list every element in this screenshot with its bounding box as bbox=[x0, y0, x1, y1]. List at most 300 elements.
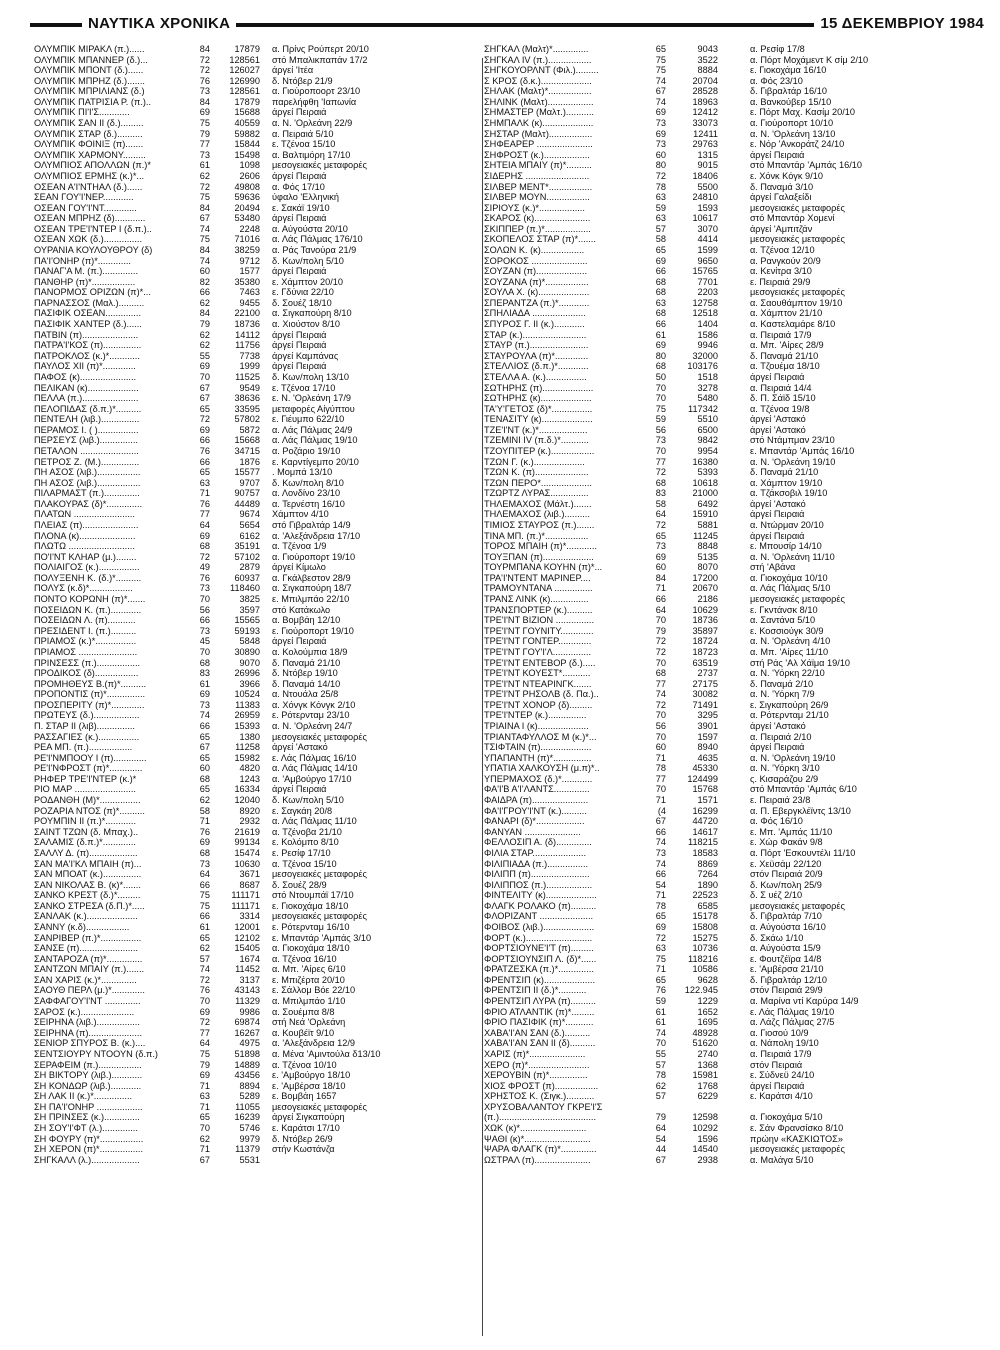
ship-grt: 5393 bbox=[697, 467, 718, 478]
column-gap bbox=[718, 467, 750, 478]
ship-name: ΤΑ'Υ'ΓΕΤΟΣ (δ)*................ bbox=[484, 403, 593, 414]
ship-grt: 2879 bbox=[239, 562, 260, 573]
ship-position: δ. Παναμά 21/10 bbox=[750, 467, 819, 478]
ship-grt: 4975 bbox=[239, 1038, 260, 1049]
ship-row bbox=[34, 784, 482, 795]
column-gap bbox=[718, 340, 750, 351]
ship-name: ΠΑΥΛΟΣ ΧΙΙ (π)*............. bbox=[34, 361, 136, 372]
ship-grt: 3070 bbox=[697, 223, 718, 234]
ship-position: α. Μαρίνα ντί Καρύρα 14/9 bbox=[750, 996, 859, 1007]
column-gap bbox=[718, 890, 750, 901]
ship-grt: 1999 bbox=[239, 361, 260, 372]
ship-position: α. Ντουάλα 25/8 bbox=[272, 689, 339, 700]
ship-row bbox=[34, 689, 482, 700]
ship-row bbox=[34, 964, 482, 975]
ship-name: ΣΗΜΠΑΛΚ (κ).................... bbox=[484, 118, 594, 129]
ship-year: 63 bbox=[655, 297, 666, 308]
ship-name: ΣΕΝΙΟΡ ΣΠΥΡΟΣ Β. (κ.).... bbox=[34, 1038, 146, 1049]
ship-name: ΣΑΝ ΜΑ'Ι'ΚΛ ΜΠΑΙΗ (π)... bbox=[34, 858, 142, 869]
ship-year: 77 bbox=[655, 773, 666, 784]
ship-year: 75 bbox=[199, 1048, 210, 1059]
column-gap bbox=[718, 615, 750, 626]
column-gap bbox=[718, 880, 750, 891]
ship-row bbox=[484, 467, 984, 478]
ship-row bbox=[484, 975, 984, 986]
ship-grt: 10629 bbox=[692, 604, 718, 615]
ship-grt: 71491 bbox=[692, 699, 718, 710]
ship-grt: 63519 bbox=[692, 657, 718, 668]
ship-position: δ. Ντόβερ 26/9 bbox=[272, 1133, 333, 1144]
ship-year: 75 bbox=[655, 65, 666, 76]
ship-name: ΟΛΥΜΠΙΚ ΜΠΑΝΝΕΡ (δ.)... bbox=[34, 54, 148, 65]
ship-position: άργεί 'Αστακό bbox=[750, 424, 806, 435]
ship-row bbox=[34, 562, 482, 573]
ship-year: 60 bbox=[655, 149, 666, 160]
column-gap bbox=[718, 1134, 750, 1145]
ship-name: ΣΑΝΝΥ (κ.δ)................. bbox=[34, 921, 130, 932]
ship-row bbox=[484, 732, 984, 743]
ship-row bbox=[484, 689, 984, 700]
column-gap bbox=[718, 457, 750, 468]
ship-list-right-column bbox=[484, 44, 984, 1165]
ship-name: ΦΕΛΛΟΣΙΠ Α. (δ).............. bbox=[484, 837, 592, 848]
ship-grt: 44720 bbox=[692, 816, 718, 827]
ship-name: ΠΕΡΑΜΟΣ Ι. ( )................ bbox=[34, 424, 139, 435]
ship-row bbox=[484, 361, 984, 372]
ship-grt: 1098 bbox=[239, 160, 260, 171]
column-gap bbox=[260, 679, 272, 690]
column-gap bbox=[260, 361, 272, 372]
ship-name: ΠΡΙΑΜΟΣ ....................... bbox=[34, 646, 138, 657]
ship-name: ΦΡΙΟ ΑΤΛΑΝΤΙΚ (π)*......... bbox=[484, 1006, 595, 1017]
ship-grt: 15498 bbox=[234, 149, 260, 160]
ship-name: ΤΕΝΑΣΙΤΥ (κ).................... bbox=[484, 414, 593, 425]
ship-position: ε. Καράτσι 17/10 bbox=[272, 1122, 340, 1133]
ship-grt: 118215 bbox=[688, 837, 718, 848]
ship-year: 71 bbox=[655, 795, 666, 806]
ship-grt: 11258 bbox=[235, 742, 260, 753]
ship-name: ΣΩΤΗΡΗΣ (π).................... bbox=[484, 382, 594, 393]
ship-year: 77 bbox=[199, 139, 210, 150]
ship-position bbox=[272, 1155, 482, 1166]
ship-year: 74 bbox=[199, 710, 210, 721]
ship-year: 59 bbox=[655, 996, 666, 1007]
ship-row bbox=[34, 848, 482, 859]
ship-name: ΤΡΕ'Ι'ΝΤΕΡ (κ.)............... bbox=[484, 710, 587, 721]
column-gap bbox=[260, 816, 272, 827]
ship-row bbox=[484, 848, 984, 859]
ship-position: άργεί Πειραιά bbox=[750, 149, 805, 160]
ship-grt: 8940 bbox=[697, 742, 718, 753]
ship-name: ΦΡΑΤΖΕΣΚΑ (π.)*.............. bbox=[484, 964, 594, 975]
ship-grt: 1890 bbox=[697, 879, 718, 890]
ship-row bbox=[34, 890, 482, 901]
ship-row bbox=[484, 1144, 984, 1155]
ship-grt: 69874 bbox=[234, 1017, 260, 1028]
ship-year: 68 bbox=[199, 541, 210, 552]
ship-grt: 10618 bbox=[692, 477, 718, 488]
ship-row bbox=[34, 446, 482, 457]
ship-grt: 12598 bbox=[692, 1112, 718, 1123]
column-gap bbox=[718, 964, 750, 975]
column-gap bbox=[718, 742, 750, 753]
ship-year: 72 bbox=[199, 551, 210, 562]
ship-year: 57 bbox=[655, 1059, 666, 1070]
ship-year: 80 bbox=[655, 160, 666, 171]
ship-grt: 17200 bbox=[692, 572, 718, 583]
ship-position: άργεί Πειραιά bbox=[272, 361, 327, 372]
ship-row bbox=[484, 573, 984, 584]
ship-year: 69 bbox=[199, 107, 210, 118]
ship-grt: 15668 bbox=[234, 435, 260, 446]
ship-row bbox=[34, 150, 482, 161]
column-gap bbox=[718, 224, 750, 235]
ship-name: ΠΑΝΘΗΡ (π)*................. bbox=[34, 276, 136, 287]
ship-year: 68 bbox=[655, 276, 666, 287]
ship-grt: 32000 bbox=[692, 350, 718, 361]
ship-row bbox=[34, 922, 482, 933]
ship-name: ΠΑΤΡΟΚΛΟΣ (κ.)*............ bbox=[34, 350, 140, 361]
column-gap bbox=[718, 213, 750, 224]
ship-grt: 9954 bbox=[697, 445, 718, 456]
column-gap bbox=[260, 256, 272, 267]
ship-year: 50 bbox=[655, 371, 666, 382]
ship-year: 75 bbox=[655, 953, 666, 964]
ship-row bbox=[484, 1081, 984, 1092]
column-gap bbox=[718, 668, 750, 679]
ship-year: 56 bbox=[199, 604, 210, 615]
ship-position: μεσογειακές μεταφορές bbox=[272, 160, 367, 171]
ship-year: 72 bbox=[655, 699, 666, 710]
ship-grt: 11756 bbox=[235, 340, 260, 351]
ship-year: 65 bbox=[655, 530, 666, 541]
ship-row bbox=[34, 330, 482, 341]
ship-name: ΣΑΝΤΖΩΝ ΜΠΑΙΥ (π.)....... bbox=[34, 964, 145, 975]
ship-grt: 118216 bbox=[688, 953, 718, 964]
ship-position: δ. Κων/πολη 8/10 bbox=[272, 477, 344, 488]
ship-position: α. Ν. 'Υόρκη 7/9 bbox=[750, 689, 815, 700]
ship-row bbox=[34, 245, 482, 256]
ship-year: 69 bbox=[655, 921, 666, 932]
ship-grt: 128561 bbox=[229, 54, 260, 65]
ship-position: μεσογειακές μεταφορές bbox=[272, 731, 367, 742]
ship-year: 76 bbox=[199, 572, 210, 583]
ship-position: ε. Φουτζέϊρα 14/8 bbox=[750, 953, 822, 964]
ship-row bbox=[484, 139, 984, 150]
column-gap bbox=[260, 340, 272, 351]
ship-grt: 18583 bbox=[692, 847, 718, 858]
ship-year: 69 bbox=[199, 424, 210, 435]
ship-row bbox=[484, 668, 984, 679]
ship-position: άργεί Κίμωλο bbox=[272, 562, 326, 573]
column-gap bbox=[260, 129, 272, 140]
ship-year: 79 bbox=[655, 1112, 666, 1123]
ship-position: α. Κουβέϊτ 9/10 bbox=[272, 1027, 335, 1038]
ship-name: ΠΛΟΝΑ (κ)...................... bbox=[34, 530, 136, 541]
ship-position: ε. Σακάϊ 19/10 bbox=[272, 202, 330, 213]
column-gap bbox=[260, 203, 272, 214]
ship-row bbox=[34, 182, 482, 193]
ship-position: δ. Γιβραλτάρ 16/10 bbox=[750, 86, 827, 97]
ship-year: 64 bbox=[199, 1038, 210, 1049]
column-gap bbox=[260, 213, 272, 224]
ship-row bbox=[34, 361, 482, 372]
ship-name: ΣΗ ΛΑΚ ΙΙ (κ.)*............... bbox=[34, 1091, 133, 1102]
column-gap bbox=[718, 308, 750, 319]
ship-row bbox=[484, 859, 984, 870]
ship-row bbox=[34, 277, 482, 288]
ship-year: 78 bbox=[655, 181, 666, 192]
ship-row bbox=[484, 76, 984, 87]
ship-grt: 5848 bbox=[239, 636, 260, 647]
ship-year: 74 bbox=[655, 75, 666, 86]
ship-position: άργεί 'Αστακό bbox=[272, 742, 328, 753]
ship-grt: 15393 bbox=[234, 721, 260, 731]
ship-row bbox=[484, 647, 984, 658]
ship-grt: 122.945 bbox=[684, 985, 718, 996]
ship-year: 63 bbox=[655, 213, 666, 224]
column-gap bbox=[260, 118, 272, 129]
ship-position: μεσογειακές μεταφορές bbox=[272, 1101, 367, 1112]
column-gap bbox=[718, 583, 750, 594]
ship-row bbox=[34, 573, 482, 584]
ship-year: 61 bbox=[199, 921, 210, 932]
ship-year: 64 bbox=[655, 604, 666, 615]
column-gap bbox=[718, 55, 750, 66]
ship-year: 69 bbox=[655, 255, 666, 266]
ship-position: ε. Μπαντάρ 'Αμπάς 3/10 bbox=[272, 932, 372, 943]
ship-row bbox=[484, 562, 984, 573]
ship-position: α. Τζένοα 15/10 bbox=[272, 858, 337, 869]
ship-row bbox=[34, 86, 482, 97]
ship-row bbox=[484, 213, 984, 224]
column-gap bbox=[718, 234, 750, 245]
ship-name: ΟΛΥΜΠΙΚ ΜΙΡΑΚΛ (π.)...... bbox=[34, 44, 145, 54]
ship-row bbox=[34, 1060, 482, 1071]
ship-name: ΣΗΛΑΚ (Μαλτ)*................. bbox=[484, 86, 592, 97]
publication-title: ΝΑΥΤΙΚΑ ΧΡΟΝΙΚΑ bbox=[82, 14, 236, 34]
ship-year: 84 bbox=[199, 308, 210, 319]
ship-row bbox=[34, 700, 482, 711]
ship-position: δ. Σουέζ 18/10 bbox=[272, 297, 332, 308]
ship-name: ΩΣΤΡΑΛ (π)...................... bbox=[484, 1154, 591, 1165]
ship-grt: 5289 bbox=[239, 1091, 260, 1102]
ship-row bbox=[34, 308, 482, 319]
ship-row bbox=[34, 774, 482, 785]
ship-name: ΤΣΙΦΤΑΙΝ (π).................... bbox=[484, 742, 592, 753]
ship-grt: 3295 bbox=[697, 710, 718, 721]
ship-position: ε. Λάς Πάλμας 19/10 bbox=[750, 1006, 835, 1017]
ship-year: 66 bbox=[199, 615, 210, 626]
column-gap bbox=[260, 594, 272, 605]
ship-position: α. Γιοκοχάμα 18/10 bbox=[272, 943, 350, 954]
ship-name: ΧΩΚ (κ)*.......................... bbox=[484, 1122, 587, 1133]
column-gap bbox=[718, 1038, 750, 1049]
column-gap bbox=[260, 869, 272, 880]
column-gap bbox=[718, 721, 750, 732]
column-gap bbox=[718, 700, 750, 711]
ship-row bbox=[34, 224, 482, 235]
ship-year: 74 bbox=[655, 96, 666, 107]
ship-name: ΦΑΝΥΑΝ ...................... bbox=[484, 826, 581, 837]
column-gap bbox=[260, 583, 272, 594]
ship-position: άργεί Πειραιά bbox=[272, 107, 327, 118]
ship-row bbox=[484, 933, 984, 944]
ship-row bbox=[34, 1049, 482, 1060]
ship-position: ε. Μπ. 'Αμπάς 11/10 bbox=[750, 826, 833, 837]
ship-row bbox=[484, 319, 984, 330]
ship-row bbox=[34, 975, 482, 986]
ship-grt: 1599 bbox=[697, 244, 718, 255]
column-gap bbox=[260, 541, 272, 552]
ship-row bbox=[484, 330, 984, 341]
ship-list-left-column bbox=[34, 44, 482, 1165]
column-gap bbox=[260, 372, 272, 383]
ship-year: 83 bbox=[199, 668, 210, 679]
ship-position: ε. Νόρ 'Ανκοράτζ 24/10 bbox=[750, 139, 845, 150]
column-gap bbox=[718, 531, 750, 542]
ship-row bbox=[484, 742, 984, 753]
ship-position: . Μομπά 13/10 bbox=[272, 467, 333, 478]
ship-year: 67 bbox=[199, 742, 210, 753]
ship-row bbox=[34, 626, 482, 637]
ship-position: α. Καστελαμάρε 8/10 bbox=[750, 319, 836, 330]
ship-row bbox=[34, 213, 482, 224]
column-gap bbox=[718, 763, 750, 774]
column-gap bbox=[718, 541, 750, 552]
ship-name: ΤΡΕ'Ι'ΝΤ ΕΝΤΕΒΟΡ (δ.)..... bbox=[484, 657, 596, 668]
ship-grt: 3137 bbox=[239, 974, 260, 985]
ship-year: 78 bbox=[655, 900, 666, 911]
ship-position: δ. Παναμά 21/10 bbox=[750, 350, 819, 361]
column-gap bbox=[260, 1123, 272, 1134]
column-gap bbox=[718, 1112, 750, 1123]
column-gap bbox=[718, 298, 750, 309]
ship-grt: 38636 bbox=[234, 393, 260, 404]
column-gap bbox=[260, 615, 272, 626]
ship-row bbox=[34, 880, 482, 891]
ship-year: 74 bbox=[199, 255, 210, 266]
ship-position: άργεί Πειραιά bbox=[272, 636, 327, 647]
ship-grt: 6500 bbox=[697, 424, 718, 435]
ship-grt: 12758 bbox=[692, 297, 718, 308]
ship-position: α. Φός 17/10 bbox=[272, 181, 325, 192]
ship-grt: 7701 bbox=[697, 276, 718, 287]
ship-year: 61 bbox=[655, 329, 666, 340]
ship-row bbox=[34, 129, 482, 140]
ship-grt: 1596 bbox=[697, 1133, 718, 1144]
ship-name: ΦΡΕΝΤΣΙΠ (κ).................... bbox=[484, 974, 596, 985]
ship-grt: 15981 bbox=[692, 1070, 718, 1081]
ship-row bbox=[34, 742, 482, 753]
ship-year: 79 bbox=[655, 625, 666, 636]
ship-row bbox=[34, 234, 482, 245]
ship-grt: 1368 bbox=[697, 1059, 718, 1070]
ship-row bbox=[484, 1134, 984, 1145]
ship-row bbox=[34, 837, 482, 848]
ship-position: στή Ράς 'Αλ Χάϊμα 19/10 bbox=[750, 657, 851, 668]
column-gap bbox=[260, 457, 272, 468]
ship-year: 75 bbox=[655, 54, 666, 65]
ship-grt: 10630 bbox=[234, 858, 260, 869]
ship-name: ΣΗ ΦΟΥΡΥ (π)*................. bbox=[34, 1133, 144, 1144]
ship-year: 64 bbox=[655, 509, 666, 520]
ship-grt: 15982 bbox=[234, 752, 260, 763]
column-gap bbox=[718, 647, 750, 658]
ship-row bbox=[484, 1060, 984, 1071]
ship-year: 77 bbox=[199, 509, 210, 520]
ship-position: α. Ν. 'Ορλεάνη 13/10 bbox=[750, 128, 836, 139]
ship-year: 65 bbox=[199, 932, 210, 943]
ship-row bbox=[484, 160, 984, 171]
column-gap bbox=[718, 626, 750, 637]
ship-grt: 9842 bbox=[697, 435, 718, 446]
ship-name: ΟΛΥΜΠΙΚ ΠΙ'Ι'Σ............ bbox=[34, 107, 130, 118]
ship-position: ε. Σάλλομ Βόε 22/10 bbox=[272, 985, 356, 996]
ship-position: α. Ν. 'Ορλεάνη 19/10 bbox=[750, 752, 836, 763]
ship-year: 69 bbox=[655, 340, 666, 351]
ship-year: 68 bbox=[655, 668, 666, 679]
ship-grt: 12001 bbox=[234, 921, 260, 932]
column-gap bbox=[260, 837, 272, 848]
ship-position: άργεί Πειραιά bbox=[272, 340, 327, 351]
column-gap bbox=[260, 806, 272, 817]
column-gap bbox=[260, 97, 272, 108]
column-gap bbox=[260, 763, 272, 774]
ship-position: στό Μπαντάρ 'Αμπάς 6/10 bbox=[750, 784, 857, 795]
column-gap bbox=[260, 689, 272, 700]
ship-position: άργεί Γαλαξείδι bbox=[750, 192, 812, 203]
column-gap bbox=[718, 869, 750, 880]
ship-row bbox=[34, 795, 482, 806]
ship-position: δ. Γιβραλτάρ 12/10 bbox=[750, 974, 827, 985]
ship-row bbox=[34, 1007, 482, 1018]
column-gap bbox=[718, 943, 750, 954]
ship-position: α. Τζένοα 12/10 bbox=[750, 244, 815, 255]
ship-year: 62 bbox=[655, 1080, 666, 1091]
column-gap bbox=[260, 192, 272, 203]
ship-row bbox=[34, 435, 482, 446]
ship-row bbox=[484, 763, 984, 774]
ship-grt: 59636 bbox=[234, 192, 260, 203]
ship-grt: 10736 bbox=[692, 943, 718, 954]
ship-row bbox=[34, 541, 482, 552]
ship-year: 73 bbox=[199, 858, 210, 869]
ship-year: 65 bbox=[199, 467, 210, 478]
ship-name: ΠΑΤΡΑ'Ι'ΚΟΣ (π)............... bbox=[34, 340, 142, 351]
column-gap bbox=[718, 160, 750, 171]
ship-name: ΤΡΕ'Ι'ΝΤ ΚΟΥΕΣΤ*........... bbox=[484, 668, 591, 679]
ship-position: δ. Παναμά 21/10 bbox=[272, 657, 341, 668]
ship-year: 70 bbox=[655, 784, 666, 795]
ship-position: Χάμπτον 4/10 bbox=[272, 509, 329, 520]
ship-grt: 16239 bbox=[234, 1112, 260, 1123]
ship-position: άργεί Καμπάνας bbox=[272, 350, 339, 361]
ship-position: στόν Πειραιά 29/9 bbox=[750, 985, 823, 996]
ship-name: ΠΑΤΒΙΝ (π)...................... bbox=[34, 329, 139, 340]
column-gap bbox=[260, 1102, 272, 1113]
ship-name: ΠΕΝΤΕΛΗ (λιβ.)............... bbox=[34, 414, 140, 425]
ship-name: ΟΥΡΑΝΙΑ ΚΟΥΛΟΥΘΡΟΥ (δ) bbox=[34, 244, 153, 255]
ship-position: ε. Γιοκοχάμα 16/10 bbox=[750, 65, 827, 76]
ship-name: ΤΡΕ'Ι'ΝΤ ΝΤΕΑΡΙΝΓΚ....... bbox=[484, 678, 592, 689]
ship-name: ΟΣΕΑΝ ΓΟΥ'Ι'ΝΤ............. bbox=[34, 202, 137, 213]
ship-grt: 9986 bbox=[239, 1006, 260, 1017]
ship-row bbox=[34, 806, 482, 817]
ship-year: 66 bbox=[199, 911, 210, 922]
ship-row bbox=[34, 287, 482, 298]
ship-name: ΠΕΡΣΕΥΣ (λιβ.)............... bbox=[34, 435, 138, 446]
